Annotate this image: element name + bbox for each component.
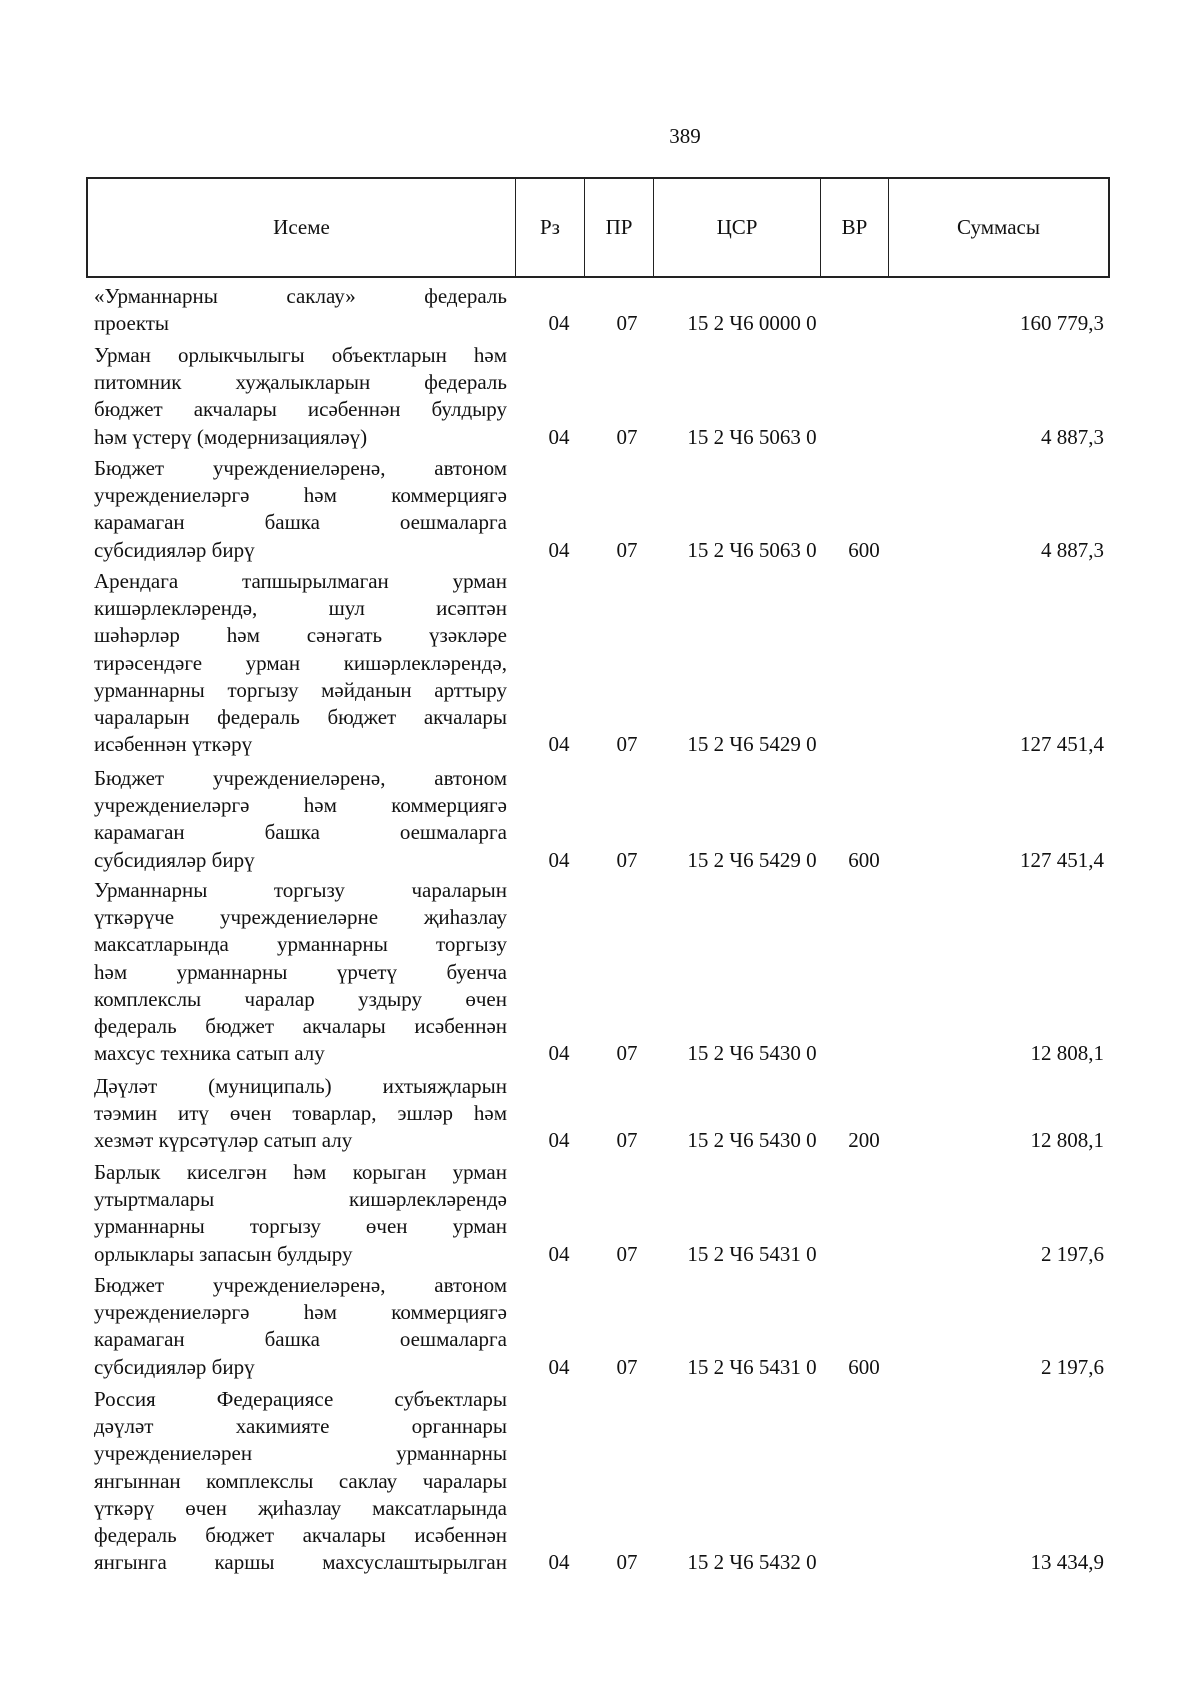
row-name [94,568,507,758]
row-name-line: комплекслы чаралар уздыру өчен [94,986,507,1011]
row-name-line: субсидияләр бирү [94,537,255,562]
row-name-line: урманнарны торгызу өчен урман [94,1214,507,1239]
column-header-pr: ПР [585,179,654,276]
cell-csr: 15 2 Ч6 5432 0 [687,1550,817,1575]
cell-vr: 600 [848,847,880,872]
row-name-line: һәм урманнарны үрчетү буенча [94,959,507,984]
cell-sum: 4 887,3 [1041,537,1104,562]
cell-rz: 04 [548,1041,570,1066]
cell-rz: 04 [548,424,570,449]
table-row [94,877,1104,1067]
row-name-line: исәбеннән үткәрү [94,732,253,757]
cell-rz: 04 [548,1241,570,1266]
cell-sum: 2 197,6 [1041,1241,1104,1266]
cell-sum: 12 808,1 [1030,1128,1104,1153]
column-header-sum: Суммасы [957,215,1040,239]
table-header [86,177,1110,278]
row-name-line: янгыннан комплекслы саклау чаралары [94,1468,507,1493]
cell-csr: 15 2 Ч6 5431 0 [687,1354,817,1379]
table-row [94,283,1104,337]
column-header-csr: ЦСР [654,179,821,276]
cell-csr: 15 2 Ч6 5431 0 [687,1241,817,1266]
cell-csr: 15 2 Ч6 5063 0 [687,424,817,449]
row-name-line: Урманнарны торгызу чараларын [94,878,507,902]
cell-pr: 07 [616,1354,638,1379]
cell-csr: 15 2 Ч6 5430 0 [687,1041,817,1066]
row-name-line: проекты [94,311,170,336]
row-name-line: федераль бюджет акчалары исәбеннән [94,1014,507,1039]
row-name-line: «Урманнарны саклау» федераль [94,284,507,308]
cell-rz: 04 [548,1354,570,1379]
row-name-line: учреждениеләрен урманнарны [94,1441,507,1466]
row-name-line: үткәрүче учреждениеләрне җиһазлау [94,905,507,930]
row-name [94,1073,507,1155]
row-name-line: һәм үстерү (модернизацияләү) [94,424,368,449]
row-name-line: Дәүләт (муниципаль) ихтыяҗларын [94,1074,507,1098]
cell-pr: 07 [616,311,638,336]
column-header-vr: ВР [821,179,889,276]
cell-sum: 127 451,4 [1020,847,1104,872]
row-name-line: учреждениеләргә һәм коммерциягә [94,483,507,508]
table-row [94,455,1104,564]
cell-pr: 07 [616,1241,638,1266]
row-name [94,455,507,564]
row-name-line: хезмәт күрсәтүләр сатып алу [94,1128,353,1153]
table-row [94,1386,1104,1576]
row-name [94,877,507,1067]
row-name [94,283,507,337]
row-name-line: тирәсендәге урман кишәрлекләрендә, [94,650,507,675]
table-row [94,1272,1104,1381]
table-row [94,765,1104,874]
row-name [94,342,507,451]
row-name [94,1272,507,1381]
row-name-line: үткәрү өчен җиһазлау максатларында [94,1495,507,1520]
cell-sum: 127 451,4 [1020,732,1104,757]
column-header-rz: Рз [516,179,585,276]
row-name-line: янгынга каршы махсуслаштырылган [94,1550,507,1575]
cell-vr: 600 [848,537,880,562]
cell-rz: 04 [548,1128,570,1153]
cell-rz: 04 [548,1550,570,1575]
table-row [94,568,1104,758]
row-name-line: урманнарны торгызу мәйданын арттыру [94,677,507,702]
row-name [94,765,507,874]
row-name-line: федераль бюджет акчалары исәбеннән [94,1523,507,1548]
row-name-line: Арендага тапшырылмаган урман [94,569,507,593]
cell-sum: 12 808,1 [1030,1041,1104,1066]
row-name-line: Барлык киселгән һәм корыган урман [94,1160,507,1184]
row-name-line: питомник хуҗалыкларын федераль [94,370,507,395]
cell-rz: 04 [548,311,570,336]
row-name-line: карамаган башка оешмаларга [94,1327,507,1352]
cell-rz: 04 [548,537,570,562]
row-name-line: Бюджет учреждениеләренә, автоном [94,766,507,790]
cell-csr: 15 2 Ч6 5429 0 [687,847,817,872]
cell-vr: 600 [848,1354,880,1379]
row-name-line: орлыклары запасын булдыру [94,1241,353,1266]
row-name-line: Бюджет учреждениеләренә, автоном [94,1273,507,1297]
cell-csr: 15 2 Ч6 5429 0 [687,732,817,757]
row-name-line: субсидияләр бирү [94,1354,255,1379]
row-name-line: чараларын федераль бюджет акчалары [94,705,507,730]
row-name-line: карамаган башка оешмаларга [94,820,507,845]
table-row [94,1073,1104,1155]
cell-rz: 04 [548,732,570,757]
row-name-line: карамаган башка оешмаларга [94,510,507,535]
table-row [94,342,1104,451]
cell-pr: 07 [616,847,638,872]
row-name-line: махсус техника сатып алу [94,1041,325,1066]
cell-pr: 07 [616,537,638,562]
row-name [94,1386,507,1576]
row-name-line: Бюджет учреждениеләренә, автоном [94,456,507,480]
row-name-line: Урман орлыкчылыгы объектларын һәм [94,343,507,367]
cell-sum: 160 779,3 [1020,311,1104,336]
cell-rz: 04 [548,847,570,872]
column-header-name: Исеме [88,179,516,276]
row-name-line: Россия Федерациясе субъектлары [94,1387,507,1411]
cell-pr: 07 [616,1550,638,1575]
row-name-line: учреждениеләргә һәм коммерциягә [94,793,507,818]
cell-pr: 07 [616,424,638,449]
row-name-line: кишәрлекләрендә, шул исәптән [94,596,507,621]
cell-vr: 200 [848,1128,880,1153]
cell-pr: 07 [616,1128,638,1153]
row-name-line: дәүләт хакимияте органнары [94,1414,507,1439]
page-number: 389 [669,124,701,148]
cell-csr: 15 2 Ч6 5430 0 [687,1128,817,1153]
row-name-line: максатларында урманнарны торгызу [94,932,507,957]
row-name-line: утыртмалары кишәрлекләрендә [94,1187,507,1212]
row-name-line: шәһәрләр һәм сәнәгать үзәкләре [94,623,507,648]
row-name-line: тәэмин итү өчен товарлар, эшләр һәм [94,1101,507,1126]
cell-sum: 4 887,3 [1041,424,1104,449]
row-name [94,1159,507,1268]
cell-sum: 13 434,9 [1030,1550,1104,1575]
row-name-line: субсидияләр бирү [94,847,255,872]
cell-pr: 07 [616,1041,638,1066]
table-row [94,1159,1104,1268]
cell-csr: 15 2 Ч6 0000 0 [687,311,817,336]
cell-csr: 15 2 Ч6 5063 0 [687,537,817,562]
cell-sum: 2 197,6 [1041,1354,1104,1379]
row-name-line: бюджет акчалары исәбеннән булдыру [94,397,507,422]
cell-pr: 07 [616,732,638,757]
row-name-line: учреждениеләргә һәм коммерциягә [94,1300,507,1325]
